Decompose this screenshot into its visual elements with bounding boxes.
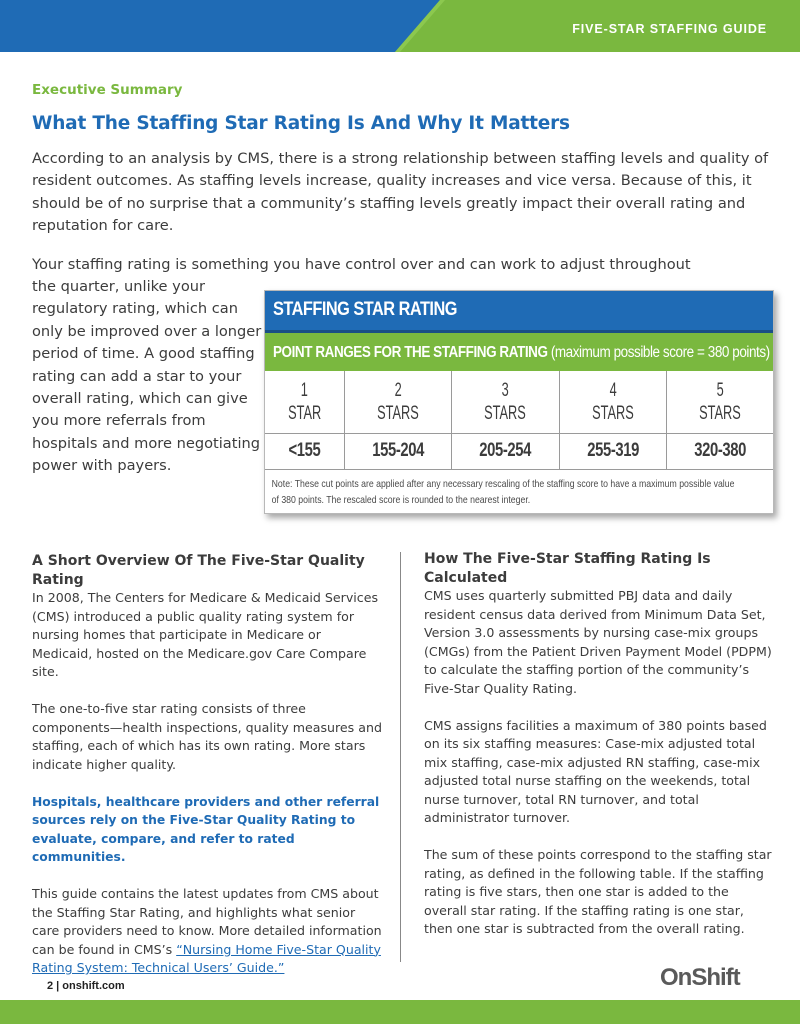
right-paragraph-3: The sum of these points correspond to the staffing star rating, as defined in the following table. If the staffing rating is five stars, then one star is added to the overall star rating. If the staffing rating is one star, then one star is subtracted from the overall rating. xyxy=(424,847,772,936)
points-row xyxy=(265,433,773,469)
table-note: Note: These cut points are applied after any necessary rescaling of the staffing score to have a maximum possible value of 380 points. The rescaled score is rounded to the nearest integer. xyxy=(271,477,735,506)
star-cell: 4 STARS xyxy=(559,371,666,433)
left-paragraph-2: The one-to-five star rating consists of three components—health inspections, quality measures and staffing, each of which has its own rating. More stars indicate higher quality. xyxy=(32,701,382,772)
table-title: STAFFING STAR RATING xyxy=(273,299,457,320)
points-cell: 205-254 xyxy=(452,433,559,469)
column-divider xyxy=(400,552,401,962)
section-label: Executive Summary xyxy=(32,82,183,98)
onshift-logo: OnShift xyxy=(660,964,740,991)
highlight-paragraph: Hospitals, healthcare providers and other referral sources rely on the Five-Star Quality Rating to evaluate, compare, and refer to rated communities. xyxy=(32,794,380,864)
staffing-rating-table xyxy=(264,290,774,514)
guide-title: FIVE-STAR STAFFING GUIDE xyxy=(572,22,767,36)
left-paragraph-1: In 2008, The Centers for Medicare & Medicaid Services (CMS) introduced a public quality rating system for nursing homes that participate in Medicare or Medicaid, hosted on the Medicare.gov Care Compare site. xyxy=(32,590,379,679)
footer-band xyxy=(0,1000,800,1024)
right-heading: How The Five-Star Staffing Rating Is Calculated xyxy=(424,551,711,586)
right-paragraph-1: CMS uses quarterly submitted PBJ data and daily resident census data derived from Minimum Data Set, Version 3.0 assessments by nursing case-mix groups (CMGs) from the Patient Driven Payment Model (PDPM) to calculate the staffing portion of the community’s Five-Star Quality Rating. xyxy=(424,588,772,696)
star-cell: 3 STARS xyxy=(452,371,559,433)
intro-paragraph: According to an analysis by CMS, there is a strong relationship between staffing levels and quality of resident outcomes. As staffing levels increase, quality increases and vice versa. Because of this, it should be of no surprise that a community’s staffing levels greatly impact their overall rating and reputation for care. xyxy=(32,150,769,235)
points-cell: <155 xyxy=(265,433,344,469)
left-paragraph-3: This guide contains the latest updates from CMS about the Staffing Star Rating, and highlights what senior care providers need to know. More detailed information can be found in CMS’s “Nursing Home Five-Star Quality Rating System: Technical Users’ Guide.” xyxy=(32,886,382,975)
points-cell: 155-204 xyxy=(344,433,451,469)
left-column xyxy=(32,552,382,978)
star-cell: 5 STARS xyxy=(666,371,773,433)
star-cell: 2 STARS xyxy=(344,371,451,433)
table-subtitle-regular: (maximum possible score = 380 points) xyxy=(547,344,770,361)
points-cell: 320-380 xyxy=(666,433,773,469)
right-paragraph-2: CMS assigns facilities a maximum of 380 points based on its six staffing measures: Case-mix adjusted total mix staffing, case-mix adjusted RN staffing, case-mix adjusted total nurse staffing on the weekends, total nurse turnover, total RN turnover, and total administrator turnover. xyxy=(424,717,767,825)
page-number: 2 | onshift.com xyxy=(47,980,125,992)
rating-grid xyxy=(265,371,773,470)
second-paragraph-line: Your staffing rating is something you have control over and can work to adjust throughout xyxy=(32,256,691,273)
technical-guide-link[interactable]: “Nursing Home Five-Star Quality Rating System: Technical Users’ Guide.” xyxy=(32,941,381,975)
star-cell: 1 STAR xyxy=(265,371,344,433)
page-title: What The Staffing Star Rating Is And Why It Matters xyxy=(32,113,570,134)
stars-row xyxy=(265,371,773,433)
left-heading: A Short Overview Of The Five-Star Quality Rating xyxy=(32,553,365,588)
table-subtitle-bold: POINT RANGES FOR THE STAFFING RATING xyxy=(273,344,548,361)
right-column xyxy=(424,550,774,939)
second-paragraph-wrapped: the quarter, unlike your regulatory rating, which can only be improved over a longer period of time. A good staffing rating can add a star to your overall rating, which can give you more referrals from hospitals and more negotiating power with payers. xyxy=(32,278,262,475)
points-cell: 255-319 xyxy=(559,433,666,469)
table-header xyxy=(265,291,773,333)
table-subheader xyxy=(265,333,773,371)
